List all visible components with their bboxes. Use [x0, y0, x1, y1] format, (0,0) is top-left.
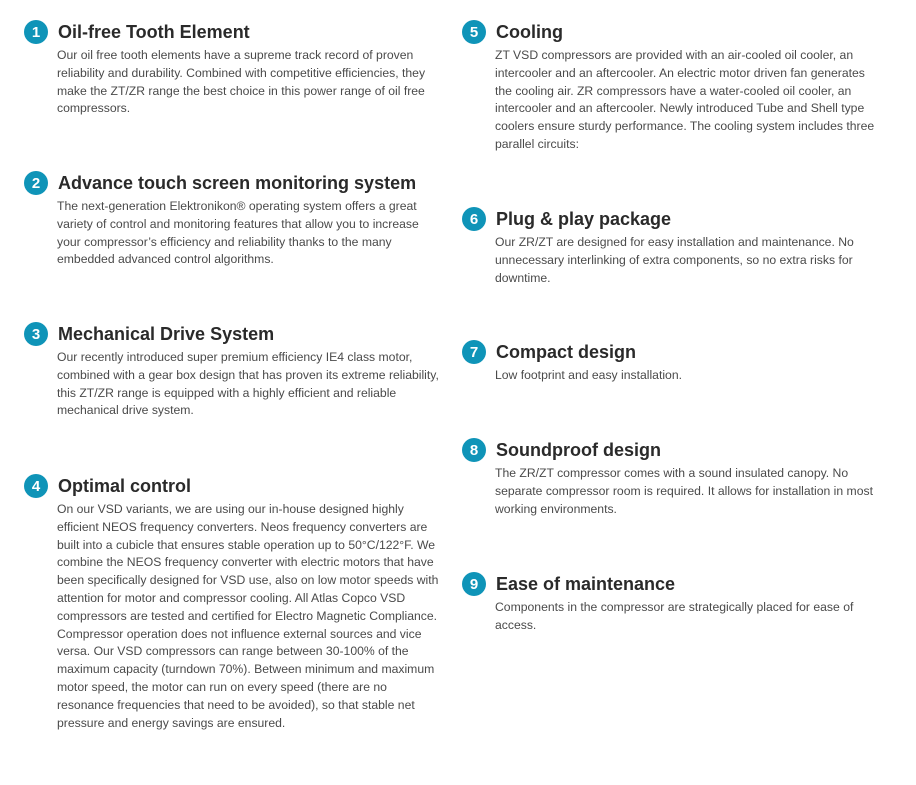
- feature-title: Ease of maintenance: [496, 573, 676, 594]
- feature-title: Plug & play package: [496, 208, 672, 229]
- feature-2: [24, 170, 439, 269]
- feature-title: Compact design: [496, 341, 637, 362]
- feature-description: On our VSD variants, we are using our in-house designed highly efficient NEOS frequency converters. Neos frequency converters are built into a cubicle that ensures stable operation up to 50°C/122°F. We combine the NEOS frequency converter with electric motors that have been specifically designed for VSD use, also on low motor speeds with attention for motor and compressor cooling. All Atlas Copco VSD compressors are tested and certified for Electro Magnetic Compliance. Compressor operation does not influence external sources and vice versa. Our VSD compressors can range between 30-100% of the maximum capacity (turndown 70%). Between minimum and maximum motor speed, the motor can run on every speed (there are no resonance frequencies that need to be avoided), so that stable net pressure and energy savings are ensured.: [57, 502, 439, 730]
- number-badge: 7: [462, 340, 486, 364]
- feature-heading: [24, 19, 439, 45]
- feature-description: The next-generation Elektronikon® operating system offers a great variety of control and monitoring features that allow you to increase your compressor’s efficiency and reliability thanks to the many embedded advanced control algorithms.: [57, 199, 419, 267]
- feature-5: [462, 19, 882, 154]
- feature-heading: [462, 206, 882, 232]
- feature-title: Advance touch screen monitoring system: [58, 172, 417, 193]
- feature-1: [24, 19, 439, 118]
- number-badge: 4: [24, 474, 48, 498]
- number-badge: 9: [462, 572, 486, 596]
- number-badge: 6: [462, 207, 486, 231]
- feature-8: [462, 437, 882, 518]
- number-badge: 3: [24, 322, 48, 346]
- feature-heading: [462, 437, 882, 463]
- feature-description: Low footprint and easy installation.: [495, 368, 682, 382]
- feature-title: Oil-free Tooth Element: [58, 21, 250, 42]
- number-badge: 8: [462, 438, 486, 462]
- feature-title: Optimal control: [58, 475, 192, 496]
- feature-description: The ZR/ZT compressor comes with a sound insulated canopy. No separate compressor room is required. It allows for installation in most working environments.: [495, 466, 873, 516]
- feature-heading: [462, 339, 882, 365]
- feature-3: [24, 321, 439, 420]
- number-badge: 1: [24, 20, 48, 44]
- feature-description: Our recently introduced super premium efficiency IE4 class motor, combined with a gear box design that has proven its extreme reliability, this ZT/ZR range is equipped with a highly efficient and reliable mechanical drive system.: [57, 350, 439, 418]
- number-badge: 5: [462, 20, 486, 44]
- feature-description: Components in the compressor are strategically placed for ease of access.: [495, 600, 854, 632]
- feature-title: Soundproof design: [496, 439, 661, 460]
- feature-heading: [462, 19, 882, 45]
- feature-6: [462, 206, 882, 287]
- feature-description: ZT VSD compressors are provided with an air-cooled oil cooler, an intercooler and an aftercooler. An electric motor driven fan generates the cooling air. ZR compressors have a water-cooled oil cooler, an intercooler and an aftercooler. Newly introduced Tube and Shell type coolers ensure sturdy performance. The cooling system includes three parallel circuits:: [495, 48, 875, 151]
- feature-heading: [24, 170, 439, 196]
- feature-9: [462, 571, 882, 635]
- feature-heading: [24, 473, 439, 499]
- feature-heading: [24, 321, 439, 347]
- feature-description: Our ZR/ZT are designed for easy installation and maintenance. No unnecessary interlinking of extra components, so no extra risks for downtime.: [495, 235, 854, 285]
- feature-4: [24, 473, 439, 732]
- feature-7: [462, 339, 882, 385]
- feature-title: Mechanical Drive System: [58, 323, 275, 344]
- feature-title: Cooling: [496, 21, 563, 42]
- feature-description: Our oil free tooth elements have a supreme track record of proven reliability and durability. Combined with competitive efficiencies, they make the ZT/ZR range the best choice in this power range of oil free compressors.: [57, 48, 426, 116]
- number-badge: 2: [24, 171, 48, 195]
- feature-heading: [462, 571, 882, 597]
